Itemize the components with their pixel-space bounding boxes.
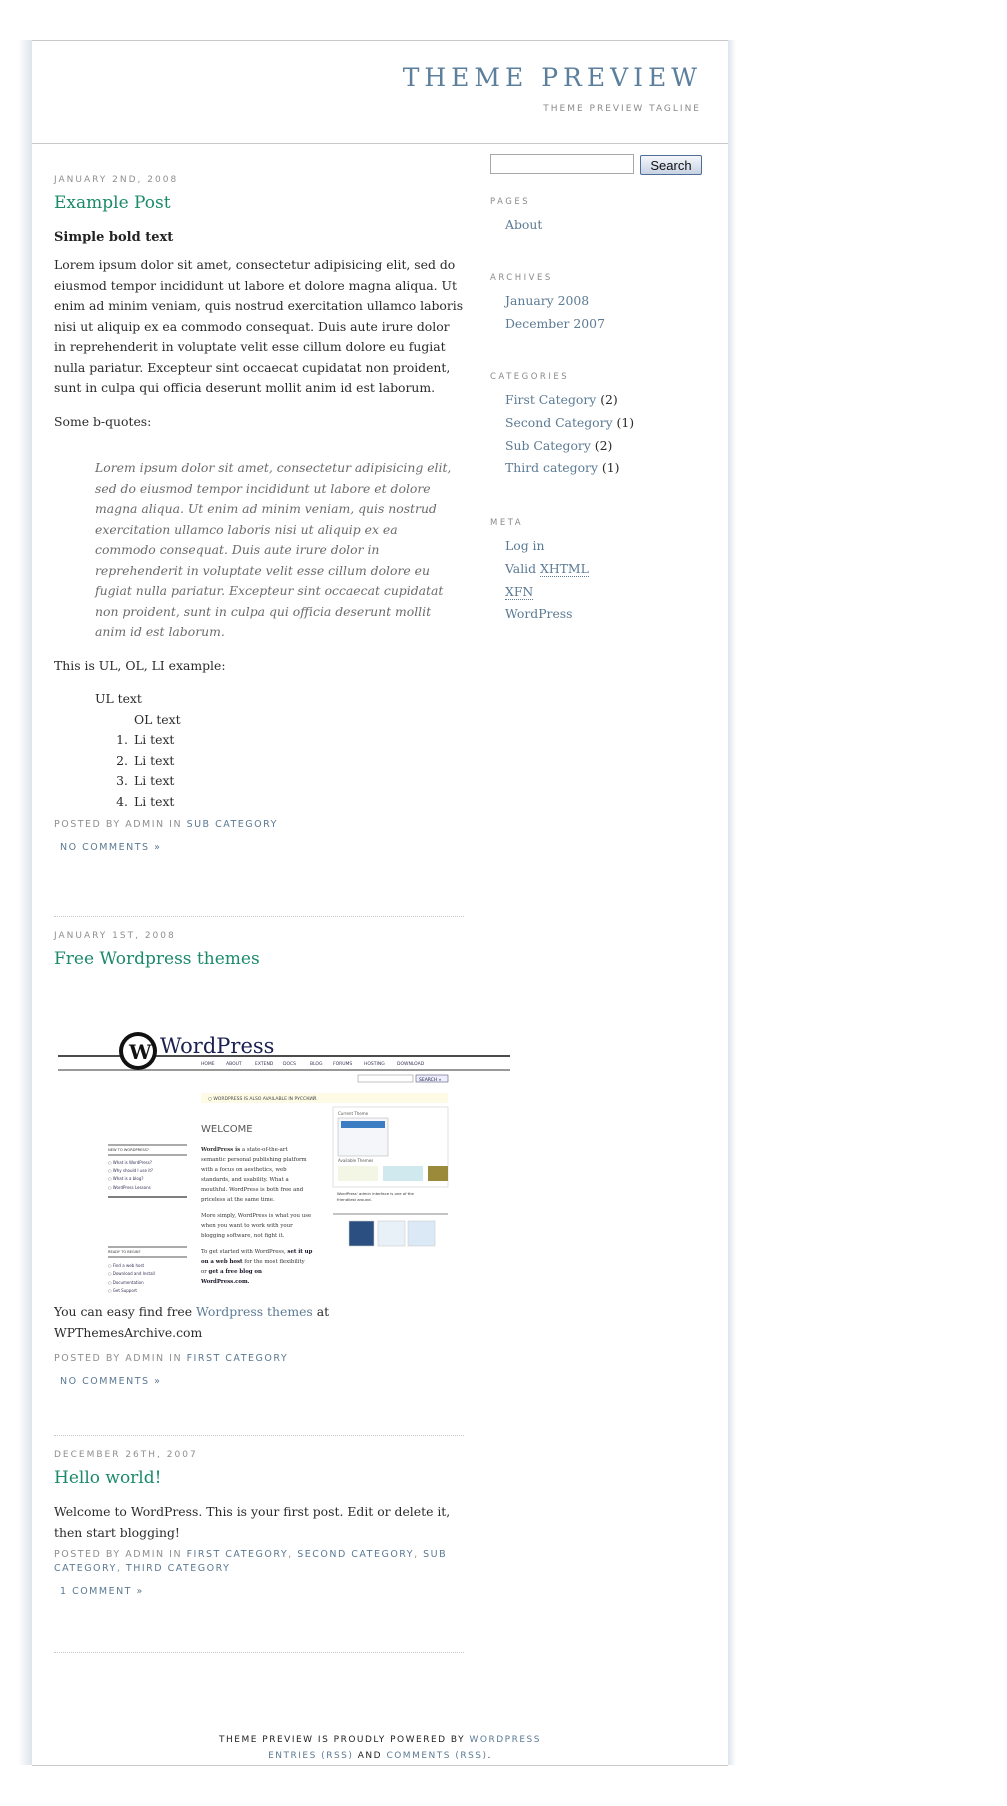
svg-text:○ WordPress Lessons: ○ WordPress Lessons (108, 1185, 151, 1190)
list-intro: This is UL, OL, LI example: (54, 657, 226, 673)
svg-text:friendliest around.: friendliest around. (337, 1197, 372, 1202)
svg-text:HOSTING: HOSTING (364, 1062, 385, 1067)
post-free-themes (54, 931, 464, 969)
site-title[interactable]: THEME PREVIEW (402, 63, 702, 92)
comments-link[interactable]: NO COMMENTS » (60, 842, 162, 853)
list-item-text: Li text (134, 732, 175, 747)
footer-wordpress-link[interactable]: WORDPRESS (469, 1735, 541, 1745)
post-hello-world (54, 1450, 464, 1597)
pages-heading: PAGES (490, 197, 531, 207)
category-link[interactable]: SUB CATEGORY (54, 1549, 448, 1574)
category-item (505, 392, 618, 407)
svg-text:NEW TO WORDPRESS?: NEW TO WORDPRESS? (108, 1148, 149, 1152)
svg-text:WordPress: WordPress (160, 1034, 275, 1058)
svg-text:WELCOME: WELCOME (201, 1124, 253, 1135)
svg-text:EXTEND: EXTEND (255, 1062, 274, 1067)
svg-text:○ Documentation: ○ Documentation (108, 1280, 144, 1285)
svg-text:READY TO BEGIN?: READY TO BEGIN? (108, 1250, 141, 1254)
post-title[interactable]: Free Wordpress themes (54, 949, 260, 969)
post-meta (54, 818, 464, 832)
post-paragraph (54, 1302, 464, 1343)
category-link[interactable]: SUB CATEGORY (186, 819, 278, 830)
post-separator (54, 1652, 464, 1653)
svg-text:To get started with WordPress,: To get started with WordPress, set it up (201, 1249, 313, 1255)
svg-text:○ What is a blog?: ○ What is a blog? (108, 1176, 144, 1181)
site-header (32, 41, 728, 144)
xhtml-link[interactable]: XHTML (540, 561, 589, 576)
category-first[interactable]: First Category (505, 392, 597, 407)
footer-powered-text: THEME PREVIEW IS PROUDLY POWERED BY (219, 1735, 470, 1745)
post-free-themes-body (54, 1302, 464, 1387)
svg-text:○ Download and Install: ○ Download and Install (108, 1271, 155, 1276)
archive-december-2007[interactable]: December 2007 (505, 316, 605, 331)
post-paragraph: Welcome to WordPress. This is your first post. Edit or delete it, then start blogging! (54, 1504, 451, 1540)
blockquote: Lorem ipsum dolor sit amet, consectetur adipisicing elit, sed do eiusmod tempor incididunt ut labore et dolore magna aliqua. Ut enim ad minim veniam, quis nostrud exercitation ullamco laboris nisi ut aliquip ex ea commodo consequat. Duis aute irure dolor in reprehenderit in voluptate velit esse cillum dolore eu fugiat nulla pariatur. Excepteur sint occaecat cupidatat non proident, sunt in culpa qui officia deserunt mollit anim id est laborum. (95, 460, 452, 639)
wordpress-screenshot-image (58, 1011, 510, 1293)
comments-rss-link[interactable]: COMMENTS (RSS) (386, 1751, 488, 1761)
post-bold-text: Simple bold text (54, 230, 174, 245)
page-shadow-left (18, 40, 32, 1765)
posted-by-label: POSTED BY ADMIN IN (54, 1353, 183, 1364)
svg-text:or get a free blog on: or get a free blog on (201, 1269, 262, 1275)
comments-link[interactable]: NO COMMENTS » (60, 1376, 162, 1387)
meta-wordpress-link[interactable]: WordPress (505, 606, 573, 621)
post-separator (54, 1435, 464, 1436)
archive-january-2008[interactable]: January 2008 (505, 293, 590, 308)
list-item (116, 792, 464, 813)
svg-text:HOME: HOME (201, 1062, 215, 1067)
svg-text:DOCS: DOCS (283, 1062, 297, 1067)
svg-text:with a focus on aesthetics, we: with a focus on aesthetics, web (201, 1167, 287, 1173)
categories-heading: CATEGORIES (490, 372, 570, 382)
category-third[interactable]: Third category (505, 460, 598, 475)
svg-text:mouthful. WordPress is both fr: mouthful. WordPress is both free and (201, 1187, 304, 1193)
list-item (116, 771, 464, 792)
list-number: 4. (116, 793, 128, 809)
posted-by-label: POSTED BY ADMIN IN (54, 819, 183, 830)
bquote-intro: Some b-quotes: (54, 413, 152, 429)
category-count: (2) (594, 438, 613, 453)
svg-text:More simply, WordPress is what: More simply, WordPress is what you use (201, 1213, 312, 1219)
post-meta: POSTED BY ADMIN IN FIRST CATEGORY, SECOND CATEGORY, SUB CATEGORY, THIRD CATEGORY (54, 1549, 448, 1574)
meta-valid-xhtml (505, 561, 589, 576)
footer-period: . (487, 1751, 492, 1761)
svg-text:WordPress' admin interface is: WordPress' admin interface is one of the (337, 1191, 414, 1196)
list-item-text: Li text (134, 793, 175, 809)
meta-login-link[interactable]: Log in (505, 538, 545, 553)
svg-text:when you want to work with you: when you want to work with your (201, 1223, 293, 1229)
post-date: DECEMBER 26TH, 2007 (54, 1450, 198, 1460)
svg-text:standards, and usability. What: standards, and usability. What a (201, 1177, 289, 1183)
list-number: 3. (116, 773, 128, 788)
valid-link[interactable]: Valid (505, 561, 537, 576)
post-separator (54, 916, 464, 917)
category-count: (1) (601, 460, 620, 475)
svg-text:Available Themes: Available Themes (338, 1158, 374, 1163)
footer-and-text: AND (353, 1751, 387, 1761)
svg-text:Current Theme: Current Theme (338, 1111, 369, 1116)
footer-line-1 (32, 1735, 728, 1745)
category-second[interactable]: Second Category (505, 415, 613, 430)
list-item-text: Li text (134, 773, 175, 788)
svg-text:○ Find a web host: ○ Find a web host (108, 1263, 145, 1268)
search-input[interactable] (490, 154, 634, 174)
category-count: (1) (616, 415, 635, 430)
wordpress-themes-link[interactable]: Wordpress themes (195, 1304, 313, 1319)
svg-text:○ WORDPRESS IS ALSO AVAILABLE: ○ WORDPRESS IS ALSO AVAILABLE IN РУССКИЙ. (208, 1097, 318, 1102)
svg-text:FORUMS: FORUMS (333, 1062, 353, 1067)
meta-heading: META (490, 518, 524, 528)
meta-xfn-link[interactable]: XFN (505, 584, 534, 599)
text-prefix: You can easy find free (54, 1304, 196, 1319)
entries-rss-link[interactable]: ENTRIES (RSS) (268, 1751, 354, 1761)
svg-text:SEARCH »: SEARCH » (419, 1078, 442, 1083)
post-date: JANUARY 2ND, 2008 (54, 175, 179, 185)
search-button[interactable]: Search (640, 155, 702, 175)
svg-text:WordPress is a state-of-the-ar: WordPress is a state-of-the-art (201, 1147, 288, 1153)
category-link[interactable]: FIRST CATEGORY (186, 1353, 289, 1364)
post-title[interactable]: Hello world! (54, 1468, 162, 1488)
ordered-list (116, 730, 464, 812)
comments-link[interactable]: 1 COMMENT » (60, 1586, 144, 1597)
svg-text:on a web host for the most fle: on a web host for the most flexibility (201, 1259, 305, 1265)
post-meta (54, 1352, 464, 1366)
category-item (505, 460, 619, 475)
list-number: 2. (116, 752, 128, 768)
svg-text:DOWNLOAD: DOWNLOAD (397, 1062, 425, 1067)
page-shadow-right (728, 40, 736, 1765)
site-tagline: THEME PREVIEW TAGLINE (543, 104, 701, 114)
svg-text:ABOUT: ABOUT (226, 1062, 242, 1067)
category-item (505, 415, 634, 430)
page-container (32, 40, 728, 1766)
footer-line-2 (32, 1751, 728, 1761)
sidebar-item-about[interactable]: About (505, 217, 543, 232)
ol-text: OL text (134, 711, 181, 727)
category-sub[interactable]: Sub Category (505, 438, 591, 453)
category-link[interactable]: THIRD CATEGORY (125, 1563, 231, 1574)
category-item (505, 438, 612, 453)
list-item (116, 751, 464, 772)
list-item-text: Li text (134, 752, 175, 768)
archives-heading: ARCHIVES (490, 273, 553, 283)
svg-text:priceless at the same time.: priceless at the same time. (201, 1197, 275, 1203)
svg-text:○ Get Support: ○ Get Support (108, 1288, 137, 1293)
post-date: JANUARY 1ST, 2008 (54, 931, 176, 941)
post-title[interactable]: Example Post (54, 193, 171, 213)
list-item (116, 730, 464, 751)
svg-text:○ What is WordPress?: ○ What is WordPress? (108, 1160, 152, 1165)
svg-text:blogging software, not fight i: blogging software, not fight it. (201, 1233, 285, 1239)
posted-by-label: POSTED BY ADMIN IN (54, 1549, 183, 1560)
category-count: (2) (600, 392, 618, 407)
svg-text:WordPress.com.: WordPress.com. (201, 1279, 250, 1285)
svg-text:○ Why should I use it?: ○ Why should I use it? (108, 1168, 154, 1173)
ul-text: UL text (95, 691, 142, 706)
post-paragraph: Lorem ipsum dolor sit amet, consectetur adipisicing elit, sed do eiusmod tempor incididunt ut labore et dolore magna aliqua. Ut enim ad minim veniam, quis nostrud exercitation ullamco laboris nisi ut aliquip ex ea commodo consequat. Duis aute irure dolor in reprehenderit in voluptate velit esse cillum dolore eu fugiat nulla pariatur. Excepteur sint occaecat cupidatat non proident, sunt in culpa qui officia deserunt mollit anim id est laborum. (54, 257, 464, 395)
category-link[interactable]: FIRST CATEGORY (186, 1549, 289, 1560)
text-suffix: at WPThemesArchive.com (54, 1304, 330, 1340)
svg-text:semantic personal publishing p: semantic personal publishing platform (201, 1157, 307, 1163)
svg-text:W: W (129, 1040, 152, 1064)
category-link[interactable]: SECOND CATEGORY (297, 1549, 415, 1560)
list-number: 1. (116, 732, 128, 747)
post-example (54, 175, 464, 853)
svg-text:BLOG: BLOG (310, 1062, 323, 1067)
